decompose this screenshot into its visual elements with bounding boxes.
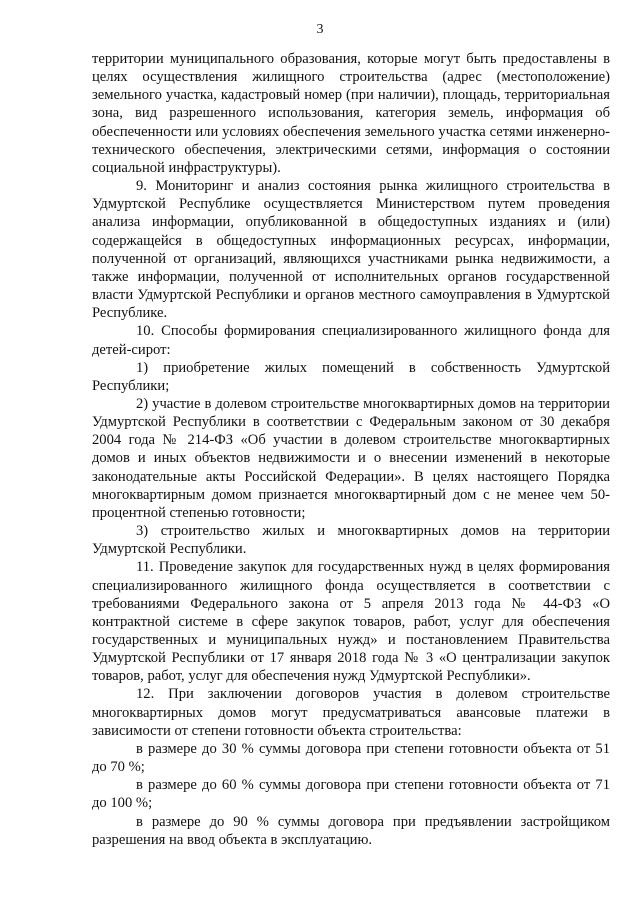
advance-60-percent: в размере до 60 % суммы договора при степени готовности объекта от 71 до 100 %; xyxy=(92,777,610,812)
page-number: 3 xyxy=(316,22,324,37)
advance-30-percent: в размере до 30 % суммы договора при степени готовности объекта от 51 до 70 %; xyxy=(92,740,610,776)
paragraph-10-methods: 10. Способы формирования специализированного жилищного фонда для детей-сирот: xyxy=(92,323,610,358)
list-item-1-acquisition: 1) приобретение жилых помещений в собственность Удмуртской Республики; xyxy=(92,359,610,394)
list-item-2-shared-construction: 2) участие в долевом строительстве многоквартирных домов на территории Удмуртской Республики в соответствии с Федеральным законом от 30 декабря 2004 года № 214-ФЗ «Об участии в долевом строительстве многоквартирных домов и иных объектов недвижимости и о внесении изменений в некоторые законодательные акты Российской Федерации». В целях настоящего Порядка многоквартирным домом признается многоквартирный дом с не менее чем 50-процентной степенью готовности; xyxy=(92,395,610,521)
list-item-3-construction: 3) строительство жилых и многоквартирных домов на территории Удмуртской Республики. xyxy=(92,523,610,558)
paragraph-land-info: территории муниципального образования, которые могут быть предоставлены в целях осуществления жилищного строительства (адрес (местоположение) земельного участка, кадастровый номер (при наличии), площадь, территориальная зона, вид разрешенного использования, категория земель, информация об обеспеченности или условиях обеспечения земельного участка сетями инженерно-технического обеспечения, электрическими сетями, информация о состоянии социальной инфраструктуры). xyxy=(92,51,610,176)
document-body xyxy=(92,50,610,849)
paragraph-9-monitoring: 9. Мониторинг и анализ состояния рынка жилищного строительства в Удмуртской Республике осуществляется Министерством путем проведения анализа информации, опубликованной в общедоступных изданиях и (или) содержащейся в общедоступных информационных ресурсах, информации, полученной от организаций, являющихся участниками рынка недвижимости, а также информации, полученной от исполнительных органов государственной власти Удмуртской Республики и органов местного самоуправления в Удмуртской Республике. xyxy=(92,178,610,322)
paragraph-11-procurement: 11. Проведение закупок для государственных нужд в целях формирования специализированного жилищного фонда осуществляется в соответствии с требованиями Федерального закона от 5 апреля 2013 года № 44-ФЗ «О контрактной системе в сфере закупок товаров, работ, услуг для обеспечения государственных и муниципальных нужд» и постановлением Правительства Удмуртской Республики от 17 января 2018 года № 3 «О централизации закупок товаров, работ, услуг для обеспечения нужд Удмуртской Республики». xyxy=(92,559,610,685)
advance-90-percent: в размере до 90 % суммы договора при предъявлении застройщиком разрешения на ввод объекта в эксплуатацию. xyxy=(92,813,610,848)
paragraph-12-advance-payments: 12. При заключении договоров участия в долевом строительстве многоквартирных домов могут предусматриваться авансовые платежи в зависимости от степени готовности объекта строительства: xyxy=(92,686,610,739)
